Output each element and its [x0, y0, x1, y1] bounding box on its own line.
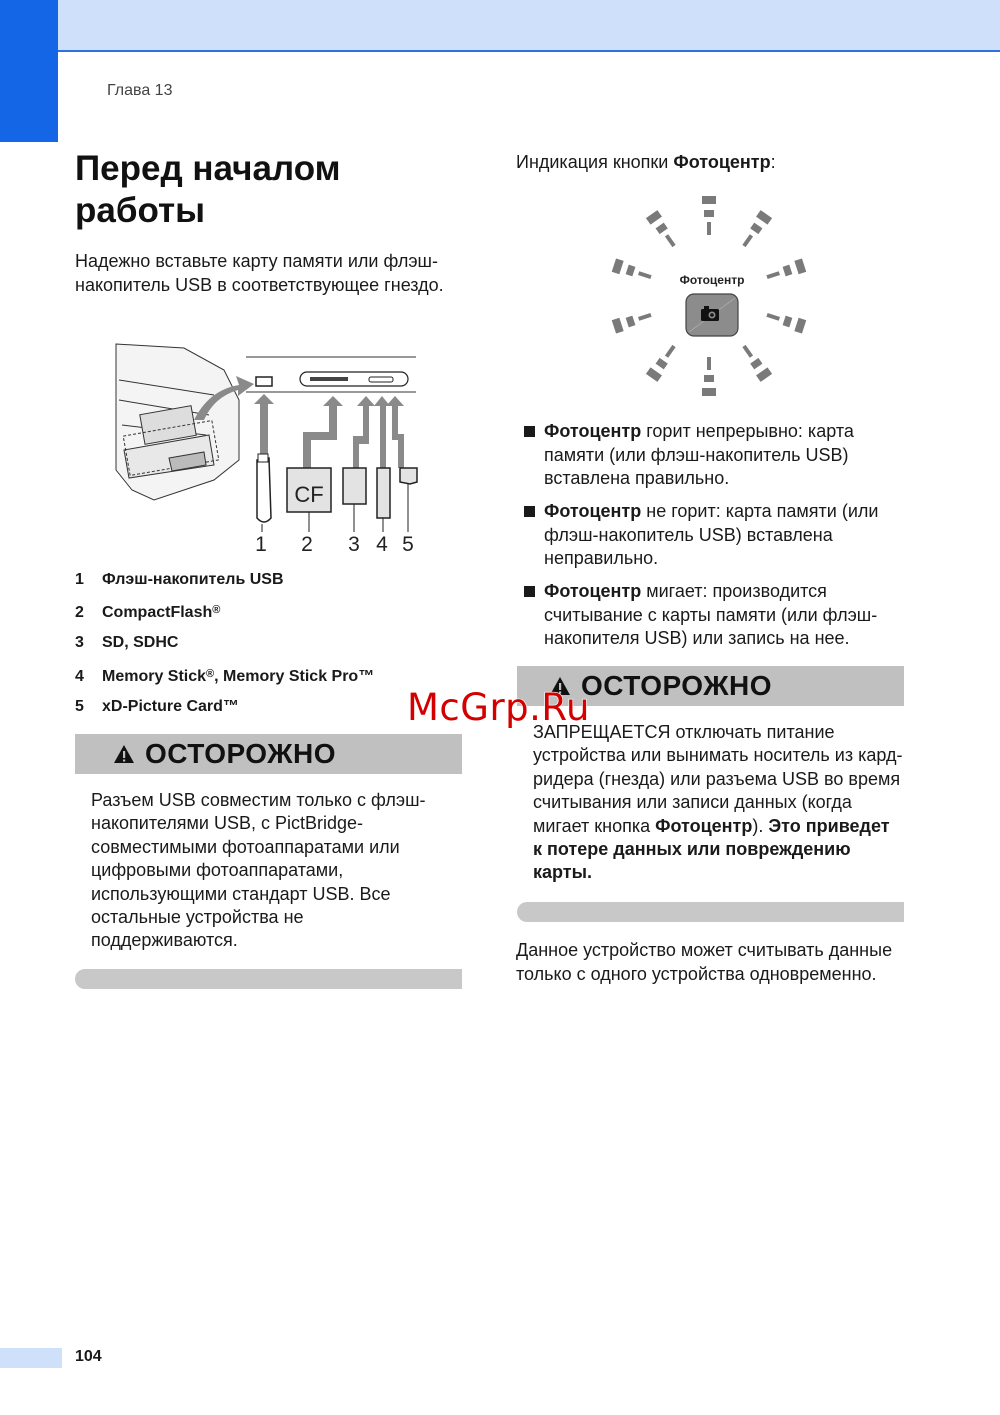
cf-label: CF: [294, 482, 324, 507]
final-paragraph: Данное устройство может считывать данные только с одного устройства одновременно.: [516, 940, 893, 984]
legend-item: 1 Флэш-накопитель USB: [75, 571, 284, 588]
callout-2: 2: [301, 533, 313, 556]
bullet-marker: [524, 586, 535, 597]
legend-item: 3 SD, SDHC: [75, 634, 179, 651]
caution-footer-left: [75, 969, 462, 989]
memory-stick-icon: [377, 468, 390, 518]
caution-label: ОСТОРОЖНО: [145, 738, 337, 769]
chapter-side-tab: [0, 0, 58, 142]
page-number-band: [0, 1348, 62, 1368]
caution-text-right: ЗАПРЕЩАЕТСЯ отключать питание устройства или вынимать носитель из кард-ридера (гнезда) или разъема USB во время считывания или записи данных (когда мигает кнопка Фотоцентр). Это приведет к потере данных или повреждению карты.: [533, 722, 903, 883]
list-item: Фотоцентр не горит: карта памяти (или флэш-накопитель USB) вставлена неправильно.: [522, 500, 912, 571]
legend-item: 2 CompactFlash ®: [75, 604, 221, 621]
intro-paragraph: Надежно вставьте карту памяти или флэш-накопитель USB в соответствующее гнездо.: [75, 251, 444, 295]
list-item: Фотоцентр мигает: производится считывание с карты памяти (или флэш-накопителя USB) или запись на нее.: [522, 580, 912, 651]
photo-center-button: [686, 294, 738, 336]
chapter-label: Глава 13: [107, 82, 173, 99]
media-slots-diagram: [114, 340, 424, 560]
callout-5: 5: [402, 533, 414, 556]
sd-card-icon: [343, 468, 366, 504]
caution-footer-right: [517, 902, 904, 922]
callout-4: 4: [376, 533, 388, 556]
photo-button-label: Фотоцентр: [679, 273, 745, 287]
xd-card-icon: [400, 468, 417, 484]
usb-drive-icon: [257, 454, 271, 522]
warning-icon: [113, 744, 135, 764]
bullet-marker: [524, 506, 535, 517]
button-indication-caption: Индикация кнопки Фотоцентр:: [516, 152, 776, 172]
caution-heading-left: [75, 734, 462, 774]
legend-item: 4 Memory Stick ® , Memory Stick Pro™: [75, 668, 375, 685]
callout-1: 1: [255, 533, 267, 556]
bullet-marker: [524, 426, 535, 437]
page-number: 104: [75, 1348, 102, 1365]
usb-slot: [256, 377, 272, 386]
compactflash-card-icon: [287, 468, 331, 512]
caution-text-left: Разъем USB совместим только с флэш-накопителями USB, с PictBridge-совместимыми фотоаппаратами или цифровыми фотоаппаратами, использующими стандарт USB. Все остальные устройства не поддерживаются.: [91, 790, 426, 951]
legend-item: 5 xD-Picture Card™: [75, 698, 239, 715]
photo-center-button-figure: [598, 190, 820, 412]
callout-3: 3: [348, 533, 360, 556]
page-title: Перед началом работы: [75, 149, 341, 230]
top-header-band: [0, 0, 1000, 52]
printer-outline: [116, 344, 239, 500]
watermark: McGrp.Ru: [407, 686, 590, 729]
list-item: Фотоцентр горит непрерывно: карта памяти (или флэш-накопитель USB) вставлена правильно.: [522, 420, 912, 491]
caution-label: ОСТОРОЖНО: [581, 670, 773, 701]
